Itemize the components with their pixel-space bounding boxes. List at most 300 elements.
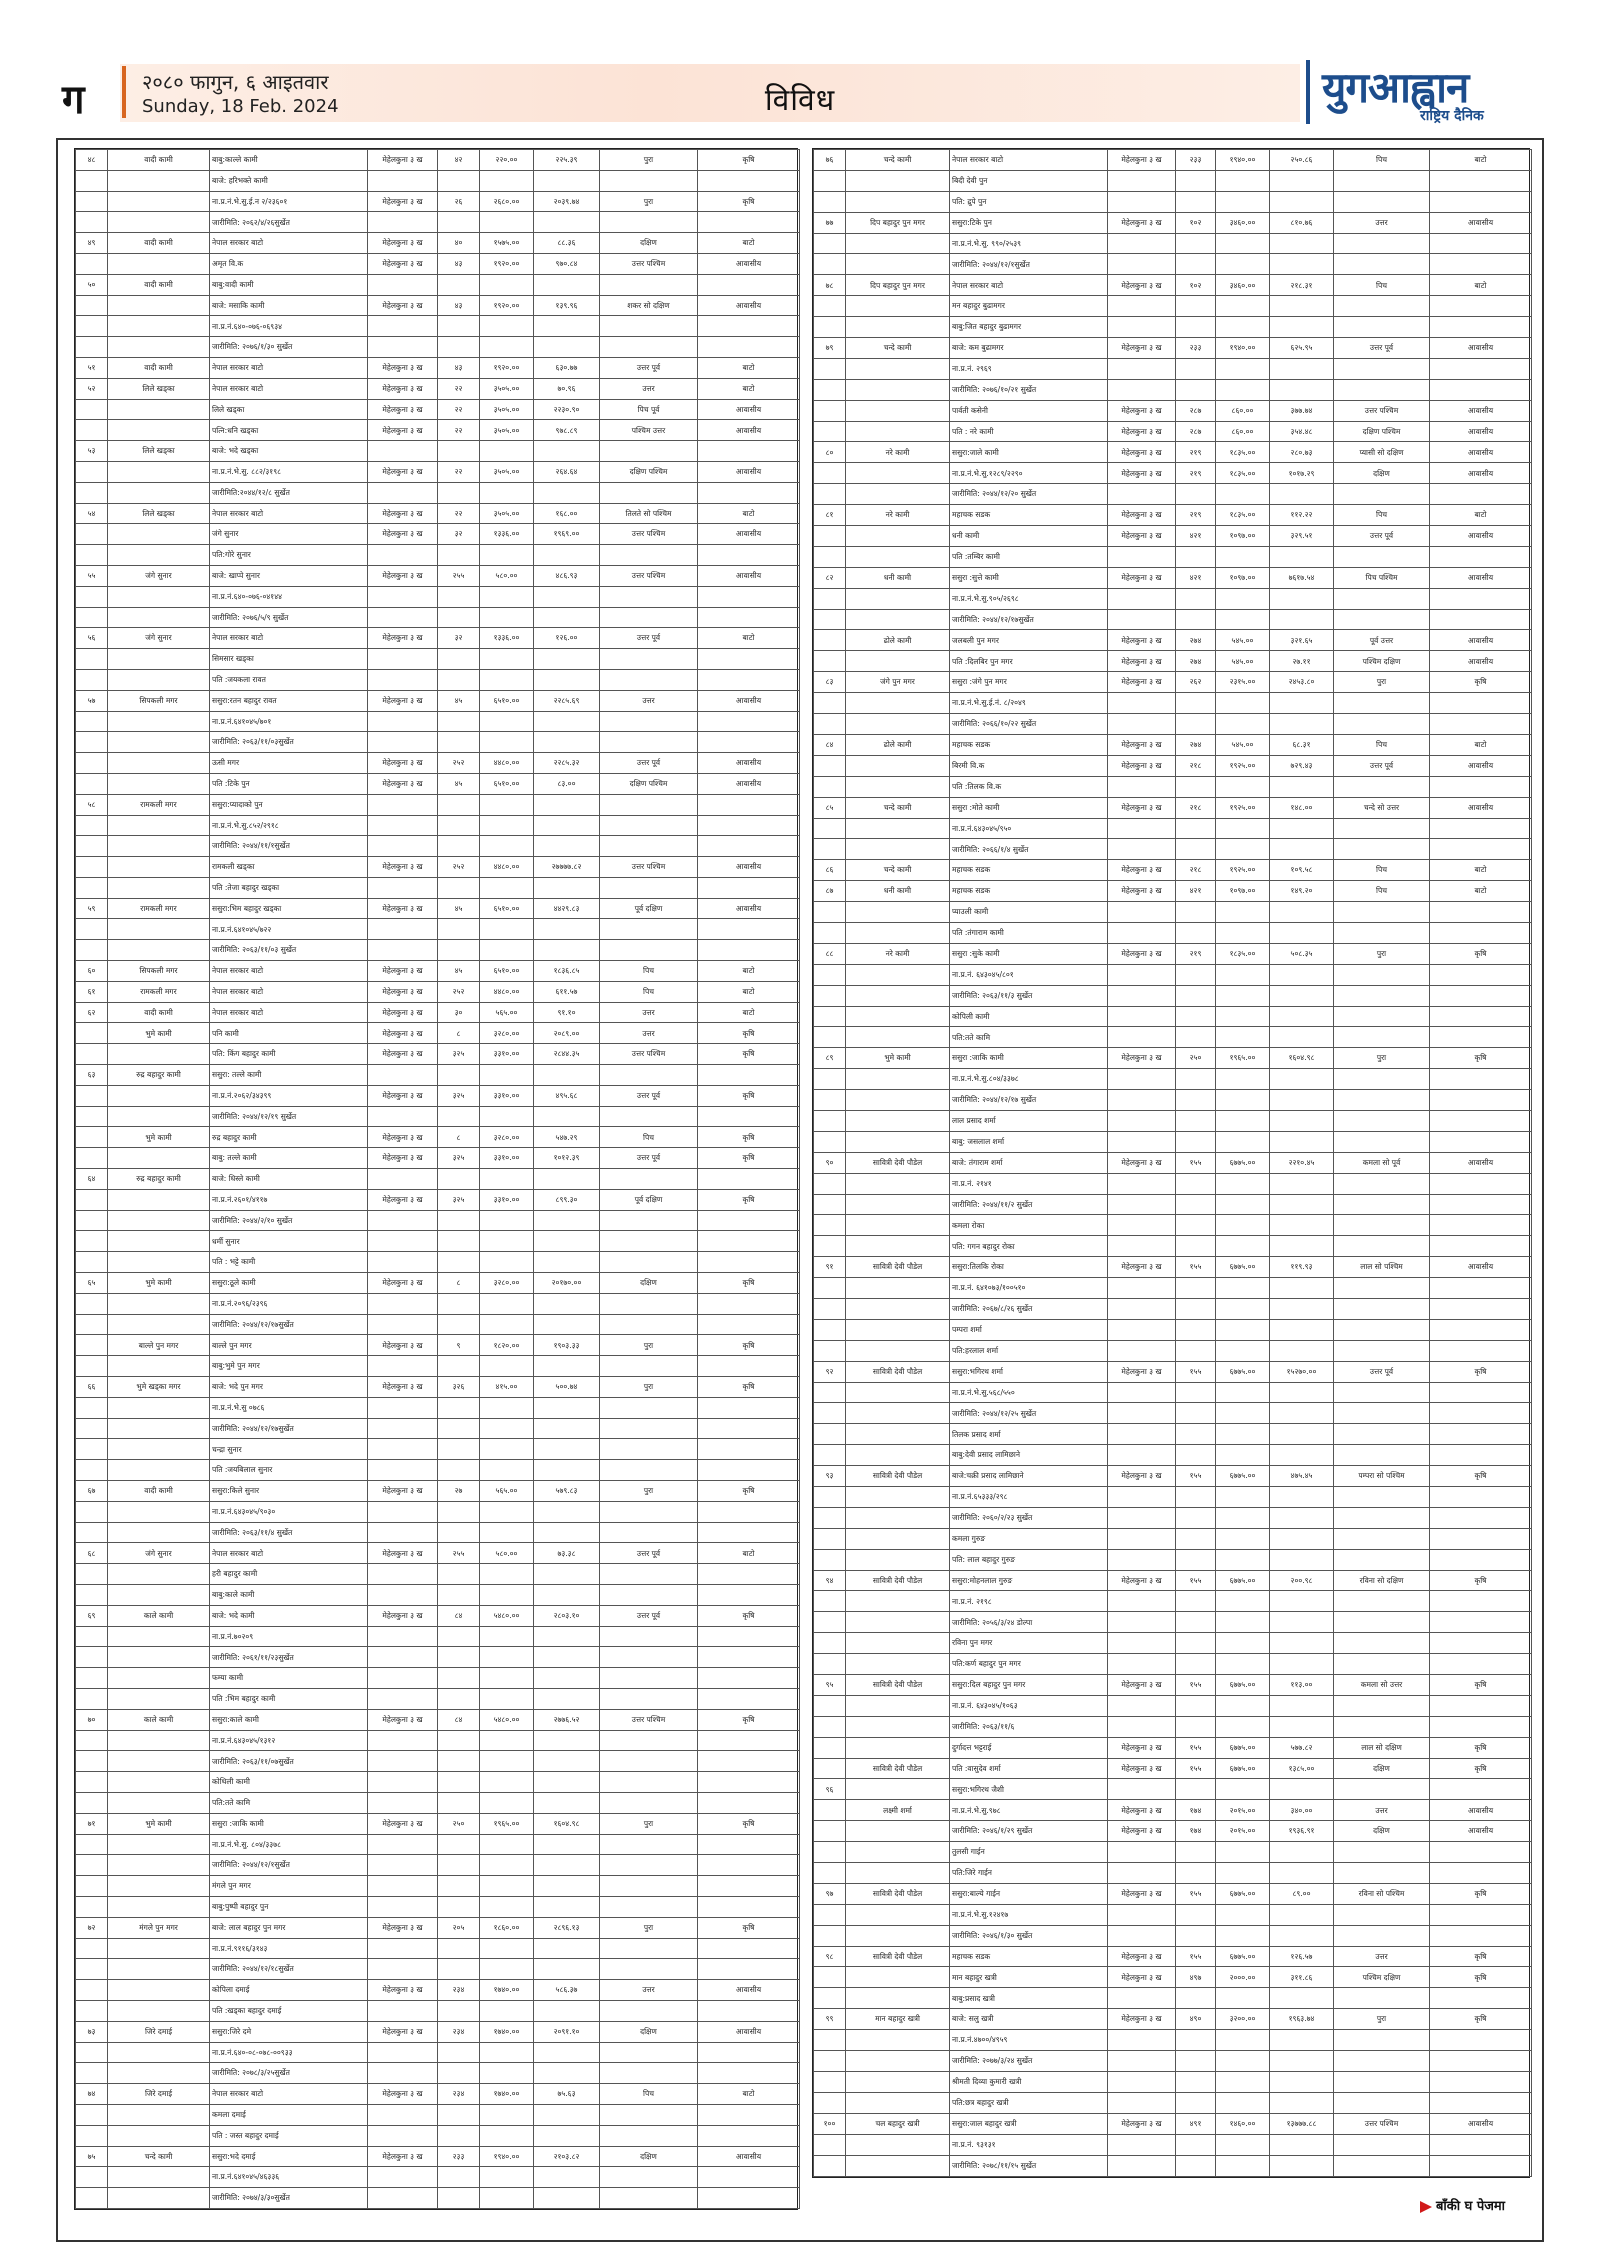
cell-location: मेहेलकुना ३ ख [368,628,438,649]
table-row [76,482,800,503]
cell-area: २५०.८६ [1270,150,1334,171]
table-row [76,1252,800,1273]
cell-kitta-owner: ससुरा:भिम बहादुर खड्का [210,898,368,919]
table-row [76,1314,800,1335]
table-row [76,253,800,274]
cell-location [1108,1236,1176,1257]
cell-serial-no [814,1925,846,1946]
table-row [76,1044,800,1065]
cell-map-sheet [438,1938,480,1959]
cell-kitta-owner: ससुरा:ठूले कामी [210,1273,368,1294]
cell-location [1108,1424,1176,1445]
cell-map-sheet [1176,1006,1216,1027]
cell-serial-no [814,463,846,484]
cell-owner-name [846,1904,950,1925]
table-row [76,753,800,774]
cell-owner-name [108,1855,210,1876]
cell-location: मेहेलकुना ३ ख [368,753,438,774]
cell-serial-no: ५२ [76,378,108,399]
cell-land-type: कृषि [698,1335,800,1356]
cell-boundary [1334,1904,1430,1925]
cell-boundary: पश्चिम उत्तर [600,420,698,441]
cell-location: मेहेलकुना ३ ख [1108,1946,1176,1967]
table-row [76,1002,800,1023]
cell-map-sheet [438,1106,480,1127]
cell-kitta-no: ३५०५.०० [480,503,534,524]
cell-area [1270,1319,1334,1340]
cell-land-type [698,1439,800,1460]
cell-kitta-no: १९४०.०० [1216,150,1270,171]
table-row [814,1027,1532,1048]
cell-map-sheet: १७४ [1176,1821,1216,1842]
cell-kitta-no: ५४५.०० [1216,651,1270,672]
cell-boundary [1334,1445,1430,1466]
cell-land-type: आवासीय [698,399,800,420]
cell-land-type [1430,588,1532,609]
cell-land-type: कृषि [1430,1883,1532,1904]
cell-serial-no: ८३ [814,672,846,693]
cell-kitta-owner: ससुरा :सुत्ते कामी [950,567,1108,588]
cell-boundary [1334,1424,1430,1445]
cell-owner-name: वादी कामी [108,150,210,171]
cell-area [534,1106,600,1127]
cell-map-sheet [1176,818,1216,839]
cell-land-type [698,815,800,836]
cell-location [368,170,438,191]
cell-kitta-owner: पति : जस्त बहादुर दमाई [210,2125,368,2146]
cell-area: २८९६.१३ [534,1917,600,1938]
cell-owner-name: सावित्री देवी पौडेल [846,1466,950,1487]
cell-land-type [1430,2092,1532,2113]
cell-kitta-owner: जारीमिति: २०४४/१२/१७सुर्खेत [210,1314,368,1335]
cell-land-type: बाटो [698,1543,800,1564]
cell-land-type [698,669,800,690]
land-table-left [75,149,800,2209]
cell-kitta-no [1216,2134,1270,2155]
cell-location [368,1106,438,1127]
cell-serial-no [76,711,108,732]
cell-owner-name [846,1131,950,1152]
cell-kitta-owner: सिमसार खड्का [210,649,368,670]
table-row [814,1695,1532,1716]
cell-location: मेहेलकुना ३ ख [368,253,438,274]
cell-location [1108,1716,1176,1737]
cell-owner-name [108,586,210,607]
cell-kitta-no [1216,1695,1270,1716]
cell-boundary [1334,1507,1430,1528]
cell-area [1270,964,1334,985]
cell-serial-no [76,2000,108,2021]
cell-boundary: उत्तर [600,1023,698,1044]
table-row [814,1403,1532,1424]
cell-map-sheet [438,1772,480,1793]
cell-map-sheet: ८ [438,1023,480,1044]
cell-owner-name [846,1236,950,1257]
cell-area [1270,1779,1334,1800]
table-row [76,1460,800,1481]
cell-kitta-owner: ना.प्र.नं.भे.सु. ८८२/३१९८ [210,461,368,482]
cell-kitta-owner: नेपाल सरकार बाटो [210,1543,368,1564]
cell-boundary [1334,1340,1430,1361]
table-row [76,940,800,961]
cell-location [1108,1194,1176,1215]
cell-area [534,274,600,295]
cell-map-sheet: २३४ [438,1980,480,2001]
table-row [76,690,800,711]
cell-map-sheet [1176,1131,1216,1152]
cell-kitta-owner: जंगे सुनार [210,524,368,545]
cell-kitta-no: ३५०५.०० [480,378,534,399]
cell-map-sheet [438,877,480,898]
cell-kitta-no [480,732,534,753]
cell-boundary [1334,296,1430,317]
cell-owner-name: सावित्री देवी पौडेल [846,1257,950,1278]
cell-map-sheet [1176,609,1216,630]
table-row [76,2146,800,2167]
cell-land-type [698,337,800,358]
cell-location [1108,776,1176,797]
cell-boundary: पिच पूर्व [600,399,698,420]
cell-location [368,2042,438,2063]
cell-map-sheet [438,940,480,961]
cell-area [1270,714,1334,735]
cell-land-type [1430,693,1532,714]
cell-area [534,1356,600,1377]
cell-boundary [600,1730,698,1751]
cell-land-type [1430,191,1532,212]
cell-area: १४९.२० [1270,881,1334,902]
cell-location [368,1876,438,1897]
cell-location [1108,358,1176,379]
cell-boundary [1334,1633,1430,1654]
cell-kitta-owner: जारीमिति: २०४४/१२/१सुर्खेत [210,1855,368,1876]
cell-area: १३८५.०० [1270,1758,1334,1779]
cell-land-type [698,2104,800,2125]
cell-owner-name [846,818,950,839]
cell-area: २७७६.५२ [534,1709,600,1730]
cell-serial-no [814,1528,846,1549]
cell-kitta-no [1216,1424,1270,1445]
cell-kitta-no: ८६०.०० [1216,400,1270,421]
cell-serial-no [76,420,108,441]
cell-map-sheet: ४३ [438,357,480,378]
cell-map-sheet [438,2104,480,2125]
cell-area: २६४.६४ [534,461,600,482]
cell-location [368,1730,438,1751]
cell-kitta-no: ५४५.०० [1216,630,1270,651]
cell-area [1270,818,1334,839]
cell-boundary [600,1938,698,1959]
cell-land-type [698,1460,800,1481]
cell-location: मेहेलकुना ३ ख [1108,1152,1176,1173]
cell-boundary: उत्तर पूर्व [600,1605,698,1626]
cell-kitta-owner: महाचक सडक [950,505,1108,526]
cell-kitta-owner: ना.प्र.नं. ६४३०४५/८०१ [950,964,1108,985]
cell-kitta-no [480,1938,534,1959]
cell-area [534,815,600,836]
cell-land-type: कृषि [1430,1048,1532,1069]
cell-owner-name [846,1591,950,1612]
table-row [814,630,1532,651]
cell-serial-no: ५४ [76,503,108,524]
cell-land-type: आवासीय [698,524,800,545]
cell-location: मेहेलकुना ३ ख [368,1335,438,1356]
cell-area: २१०३.८२ [534,2146,600,2167]
cell-location [368,815,438,836]
cell-location [368,274,438,295]
cell-location: मेहेलकुना ३ ख [1108,1737,1176,1758]
cell-boundary: दक्षिण [1334,1758,1430,1779]
cell-kitta-no [1216,1382,1270,1403]
cell-boundary [1334,1006,1430,1027]
cell-land-type [698,1668,800,1689]
cell-kitta-no [1216,1507,1270,1528]
cell-owner-name [108,337,210,358]
cell-map-sheet [438,2042,480,2063]
cell-kitta-no [1216,1988,1270,2009]
cell-area [1270,296,1334,317]
cell-serial-no [814,1382,846,1403]
cell-kitta-owner: बाबु: तल्ले कामी [210,1148,368,1169]
cell-serial-no [76,1792,108,1813]
cell-kitta-owner: बिदी देवी पुन [950,170,1108,191]
cell-land-type [698,1418,800,1439]
cell-location: मेहेलकुना ३ ख [368,1023,438,1044]
cell-location [368,2000,438,2021]
cell-land-type: कृषि [698,1023,800,1044]
cell-location: मेहेलकुना ३ ख [1108,150,1176,171]
cell-land-type: आवासीय [698,898,800,919]
cell-owner-name: जंगे सुनार [108,565,210,586]
cell-boundary [1334,1131,1430,1152]
table-row [814,1716,1532,1737]
cell-serial-no [76,1293,108,1314]
cell-kitta-no: १९४०.०० [480,2146,534,2167]
cell-kitta-no [480,836,534,857]
cell-map-sheet [438,1231,480,1252]
cell-area [1270,1194,1334,1215]
cell-land-type: आवासीय [698,773,800,794]
cell-land-type: बाटो [1430,860,1532,881]
cell-area: ४७५.४५ [1270,1466,1334,1487]
cell-owner-name: चल बहादुर खत्री [846,2113,950,2134]
cell-kitta-no [480,1626,534,1647]
table-row [76,1169,800,1190]
cell-owner-name: चन्दे कामी [846,797,950,818]
cell-boundary [600,2125,698,2146]
table-row [814,1842,1532,1863]
cell-boundary [600,545,698,566]
cell-map-sheet: २२ [438,461,480,482]
cell-kitta-no [1216,1925,1270,1946]
cell-boundary [600,1834,698,1855]
cell-serial-no: ६७ [76,1481,108,1502]
cell-kitta-no: ३२८०.०० [480,1127,534,1148]
cell-map-sheet: ८ [438,1273,480,1294]
cell-map-sheet: १५५ [1176,1675,1216,1696]
cell-land-type [1430,1695,1532,1716]
table-row [76,1127,800,1148]
cell-serial-no: ८९ [814,1048,846,1069]
cell-land-type [1430,1654,1532,1675]
cell-owner-name [108,857,210,878]
cell-kitta-owner: पति :तिलक वि.क [950,776,1108,797]
cell-owner-name [846,839,950,860]
cell-owner-name [108,1980,210,2001]
cell-map-sheet [1176,1612,1216,1633]
cell-area: १९०३.३३ [534,1335,600,1356]
cell-area: ११२.२२ [1270,505,1334,526]
cell-kitta-owner: ससुरा:मोहनलाल गुरुङ [950,1570,1108,1591]
cell-location [368,1418,438,1439]
cell-serial-no [76,1397,108,1418]
cell-kitta-owner: रामकली खड्का [210,857,368,878]
cell-area: ८८.३६ [534,233,600,254]
cell-land-type [698,1293,800,1314]
cell-land-type [1430,1006,1532,1027]
cell-serial-no [814,484,846,505]
cell-area [1270,1006,1334,1027]
cell-serial-no [76,1314,108,1335]
cell-owner-name: चन्दे कामी [108,2146,210,2167]
cell-boundary [1334,2134,1430,2155]
cell-land-type [1430,1528,1532,1549]
cell-kitta-no [1216,2092,1270,2113]
cell-owner-name [108,1439,210,1460]
cell-land-type: आवासीय [698,857,800,878]
cell-kitta-owner: हरी बहादुर कामी [210,1564,368,1585]
cell-kitta-owner: पति:जिरे गाईन [950,1863,1108,1884]
cell-land-type [698,1065,800,1086]
cell-land-type [1430,1340,1532,1361]
cell-owner-name [846,1194,950,1215]
cell-map-sheet: २७ [438,1481,480,1502]
cell-owner-name [108,399,210,420]
cell-area [534,1668,600,1689]
cell-owner-name [846,233,950,254]
cell-area [534,1938,600,1959]
cell-kitta-owner: जारीमिति: २०६७/८/२६ सुर्खेत [950,1298,1108,1319]
cell-kitta-owner: अमृत वि.क [210,253,368,274]
cell-map-sheet [438,1584,480,1605]
date-english: Sunday, 18 Feb. 2024 [142,96,339,117]
cell-kitta-owner: पति:हरलाल शर्मा [950,1340,1108,1361]
cell-area: ५०८.३५ [1270,943,1334,964]
cell-land-type [698,1688,800,1709]
cell-location: मेहेलकुना ३ ख [368,773,438,794]
cell-owner-name [108,1085,210,1106]
cell-kitta-no [480,1065,534,1086]
cell-kitta-owner: कमला गुरुङ [950,1528,1108,1549]
cell-location: मेहेलकुना ३ ख [1108,1800,1176,1821]
cell-owner-name [846,421,950,442]
cell-kitta-no: १०९७.०० [1216,526,1270,547]
cell-boundary [600,586,698,607]
cell-owner-name: वादी कामी [108,357,210,378]
cell-boundary: उत्तर पश्चिम [600,1044,698,1065]
cell-area [534,1252,600,1273]
cell-owner-name [108,1189,210,1210]
cell-boundary [600,482,698,503]
cell-area [534,1564,600,1585]
cell-land-type: कृषि [698,150,800,171]
cell-serial-no [76,461,108,482]
table-row [76,2000,800,2021]
cell-area [1270,546,1334,567]
cell-serial-no [814,1278,846,1299]
cell-serial-no [76,1189,108,1210]
cell-boundary [600,2167,698,2188]
cell-land-type: आवासीय [1430,630,1532,651]
cell-land-type [698,1397,800,1418]
table-row [814,1675,1532,1696]
cell-serial-no [76,295,108,316]
table-row [76,1876,800,1897]
cell-boundary: उत्तर पश्चिम [600,524,698,545]
cell-serial-no [76,1418,108,1439]
cell-owner-name [846,1403,950,1424]
cell-serial-no [814,1236,846,1257]
cell-location [368,1896,438,1917]
cell-map-sheet [1176,2071,1216,2092]
cell-area [534,170,600,191]
table-row [76,1418,800,1439]
cell-map-sheet [1176,1194,1216,1215]
cell-kitta-owner: ससुरा:प्यादाको पुन [210,794,368,815]
cell-land-type [698,1730,800,1751]
table-row [814,338,1532,359]
cell-serial-no [814,1716,846,1737]
cell-area: ७६१७.५४ [1270,567,1334,588]
cell-map-sheet: ४९७ [1176,1967,1216,1988]
cell-location: मेहेलकुना ३ ख [1108,400,1176,421]
table-row [814,1779,1532,1800]
cell-kitta-owner: पति:कर्ण बहादुर पुन मगर [950,1654,1108,1675]
cell-boundary: उत्तर पूर्व [1334,338,1430,359]
cell-land-type [698,170,800,191]
table-row [814,379,1532,400]
cell-boundary [600,1876,698,1897]
cell-owner-name [108,420,210,441]
table-row [814,1883,1532,1904]
cell-land-type: कृषि [1430,1361,1532,1382]
table-row [814,1278,1532,1299]
cell-boundary: पिच [1334,881,1430,902]
cell-owner-name: रामकली मगर [108,981,210,1002]
cell-kitta-owner: ना.प्र.नं.६४१०४५/७२२ [210,919,368,940]
cell-kitta-no [1216,233,1270,254]
cell-map-sheet [1176,170,1216,191]
cell-serial-no: ६८ [76,1543,108,1564]
cell-kitta-owner: बाबु:प्रसाद खत्री [950,1988,1108,2009]
cell-land-type: कृषि [698,1044,800,1065]
table-row [814,672,1532,693]
cell-owner-name [846,714,950,735]
table-row [76,836,800,857]
cell-serial-no [76,1335,108,1356]
cell-serial-no [76,753,108,774]
cell-kitta-no [1216,296,1270,317]
cell-location: मेहेलकुना ३ ख [1108,1570,1176,1591]
cell-kitta-owner: जारीमिति: २०४४/१२/१९ सुर्खेत [210,1106,368,1127]
cell-boundary [600,1792,698,1813]
cell-boundary [1334,1382,1430,1403]
cell-map-sheet: १०२ [1176,212,1216,233]
table-row [814,1090,1532,1111]
cell-map-sheet [438,1314,480,1335]
cell-location: मेहेलकुना ३ ख [368,690,438,711]
cell-boundary: उत्तर पश्चिम [1334,400,1430,421]
